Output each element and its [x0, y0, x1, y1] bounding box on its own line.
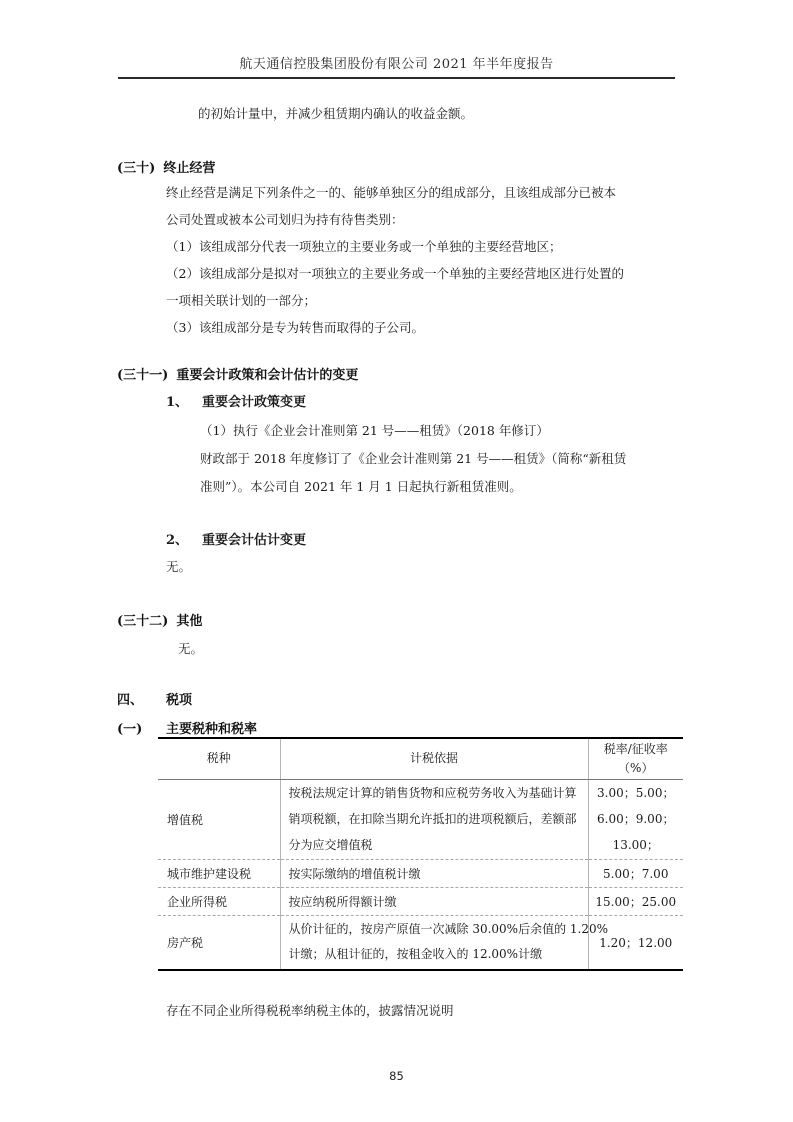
section-31-label: (三十一)	[117, 368, 169, 383]
text-line: 按税法规定计算的销售货物和应税劳务收入为基础计算	[288, 786, 577, 800]
section-30-label: (三十)	[117, 161, 156, 176]
subsection-1-body	[200, 417, 626, 501]
section-4-number: 四、	[117, 693, 144, 708]
text-line: （1）执行《企业会计准则第 21 号——租赁》（2018 年修订）	[200, 423, 549, 438]
section-32-none-text: 无。	[178, 641, 204, 656]
section-32-heading	[117, 610, 202, 629]
table-row-urban-construction-tax	[158, 859, 683, 887]
text-line: 3.00；5.00；	[597, 786, 675, 800]
subsection-2-title: 重要会计估计变更	[202, 533, 307, 548]
text-line: （2）该组成部分是拟对一项独立的主要业务或一个单独的主要经营地区进行处置的	[166, 266, 624, 281]
text-line: 销项税额，在扣除当期允许抵扣的进项税额后，差额部	[288, 812, 577, 826]
tax-rate-cell	[588, 779, 683, 859]
text-line: 6.00；9.00；	[597, 812, 675, 826]
tax-rate-cell: 1.20；12.00	[588, 915, 683, 970]
tax-table-header-row	[158, 738, 683, 779]
section-30-body	[166, 179, 624, 341]
text-line: 公司处置或被本公司划归为持有待售类别：	[166, 212, 404, 227]
text-line: 一项相关联计划的一部分；	[166, 293, 317, 308]
header-divider-rule	[118, 77, 675, 79]
intro-paragraph: 的初始计量中，并减少租赁期内确认的收益金额。	[198, 106, 474, 121]
subsection-2-none-text: 无。	[166, 559, 192, 574]
tax-rate-cell: 5.00；7.00	[588, 859, 683, 887]
section-32-title: 其他	[176, 614, 203, 629]
text-line: 计缴；从租计征的，按租金收入的 12.00%计缴	[288, 947, 543, 962]
text-line: 分为应交增值税	[288, 838, 373, 852]
subsection-2-number: 2、	[166, 533, 189, 548]
subsection-2-heading	[166, 529, 306, 548]
column-header-tax-type: 税种	[158, 738, 280, 779]
column-header-tax-rate	[588, 738, 683, 779]
text-line: 税率/征收率	[603, 741, 668, 756]
report-header-title: 航天通信控股集团股份有限公司 2021 年半年度报告	[239, 57, 554, 72]
tax-table	[158, 737, 683, 971]
text-line: 从价计征的，按房产原值一次减除 30.00%后余值的 1.20%	[288, 922, 609, 937]
text-line: 财政部于 2018 年度修订了《企业会计准则第 21 号——租赁》（简称“新租赁	[200, 451, 627, 466]
text-line: （1）该组成部分代表一项独立的主要业务或一个单独的主要经营地区；	[166, 239, 562, 254]
text-line: 准则”）。本公司自 2021 年 1 月 1 日起执行新租赁准则。	[200, 479, 522, 494]
section-4-heading	[117, 689, 192, 708]
section-32-label: (三十二)	[117, 614, 169, 629]
table-row-vat	[158, 779, 683, 859]
tax-basis-cell: 按应纳税所得额计缴	[280, 887, 588, 915]
tax-rate-cell: 15.00；25.00	[588, 887, 683, 915]
tax-type-cell: 企业所得税	[158, 887, 280, 915]
section-31-heading	[117, 364, 358, 383]
tax-type-cell: 增值税	[158, 779, 280, 859]
tax-type-cell: 城市维护建设税	[158, 859, 280, 887]
text-line: （3）该组成部分是专为转售而取得的子公司。	[166, 320, 424, 335]
column-header-tax-basis: 计税依据	[280, 738, 588, 779]
section-31-title: 重要会计政策和会计估计的变更	[176, 368, 359, 383]
tax-type-cell: 房产税	[158, 915, 280, 970]
table-row-property-tax	[158, 915, 683, 970]
tax-basis-cell	[280, 779, 588, 859]
table-row-enterprise-income-tax	[158, 887, 683, 915]
section-30-title: 终止经营	[163, 161, 216, 176]
text-line: 13.00；	[612, 838, 659, 852]
closing-paragraph: 存在不同企业所得税税率纳税主体的，披露情况说明	[166, 1003, 454, 1018]
subsection-1-title: 重要会计政策变更	[202, 395, 307, 410]
text-line: （%）	[618, 760, 654, 775]
text-line: 终止经营是满足下列条件之一的、能够单独区分的组成部分，且该组成部分已被本	[166, 185, 617, 200]
subsection-1-number: 1、	[166, 395, 189, 410]
section-4-1-title: 主要税种和税率	[166, 722, 258, 737]
page-number: 85	[389, 1069, 404, 1083]
section-4-1-label: (一)	[117, 722, 143, 737]
tax-basis-cell: 按实际缴纳的增值税计缴	[280, 859, 588, 887]
section-4-1-heading	[117, 718, 257, 737]
section-4-title: 税项	[166, 693, 193, 708]
tax-basis-cell	[280, 915, 609, 970]
section-30-heading	[117, 157, 215, 176]
subsection-1-heading	[166, 391, 306, 410]
